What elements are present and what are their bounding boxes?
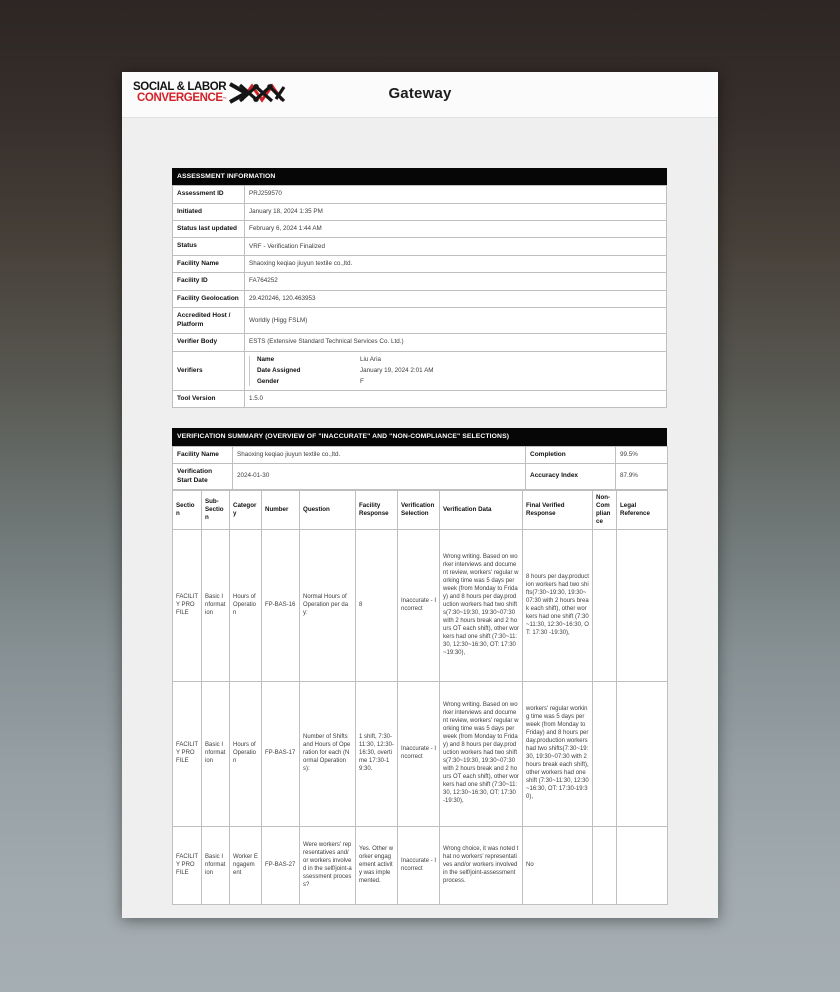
table-row <box>173 446 668 463</box>
table-row <box>173 290 667 307</box>
row-value: 1.5.0 <box>245 391 667 408</box>
row-label: Facility Name <box>173 255 245 272</box>
table-row <box>173 308 667 334</box>
cell-facility-response: 8 <box>356 530 398 682</box>
cell-verification-selection: Inaccurate - Incorrect <box>398 530 440 682</box>
cell-facility-response: Yes. Other worker engagement activity was implemented. <box>356 827 398 905</box>
cell-number: FP-BAS-27 <box>262 827 300 905</box>
verifier-field-label: Name <box>257 355 275 363</box>
cell-legal-reference <box>617 827 668 905</box>
cell-legal-reference <box>617 530 668 682</box>
table-row <box>173 464 668 490</box>
col-non-compliance: Non-Compliance <box>593 490 617 529</box>
row-label: Facility Geolocation <box>173 290 245 307</box>
col-category: Category <box>230 490 262 529</box>
row-label: Status last updated <box>173 221 245 238</box>
row-label: Initiated <box>173 203 245 220</box>
cell-final-verified-response: 8 hours per day.production workers had two shifts(7:30~19:30, 19:30~07:30 with 2 hours break each shift), other workers had one shift (7:30~11:30, 12:30~16:30, OT: 17:30 -19:30), <box>523 530 593 682</box>
page-title: Gateway <box>388 85 452 102</box>
verifier-field-value: January 19, 2024 2:01 AM <box>360 366 434 374</box>
cell-verification-selection: Inaccurate - Incorrect <box>398 827 440 905</box>
cell-verification-data: Wrong writing. Based on worker interviews and document review, workers' regular working time was 5 days per week (from Monday to Friday) and 8 hours per day.production workers had two shifts(7:30~19:30, 19:30~07:30 with 2 hours break and 2 hours OT each shift), other workers had one shift (7:30~11:30, 12:30~16:30, OT: 17:30 -19:30), <box>440 682 523 827</box>
cell-sub-section: Basic Information <box>202 827 230 905</box>
assessment-information-header: ASSESSMENT INFORMATION <box>172 168 667 185</box>
completion-label: Completion <box>526 446 616 463</box>
assessment-information-table <box>172 185 667 408</box>
cell-final-verified-response: No <box>523 827 593 905</box>
cell-number: FP-BAS-17 <box>262 682 300 827</box>
table-row <box>173 334 667 351</box>
cell-category: Hours of Operation <box>230 530 262 682</box>
cell-verification-selection: Inaccurate - Incorrect <box>398 682 440 827</box>
row-value: February 6, 2024 1:44 AM <box>245 221 667 238</box>
cell-category: Worker Engagement <box>230 827 262 905</box>
cell-facility-response: 1 shift, 7:30-11:30, 12:30-16:30, overtime 17:30-19:30. <box>356 682 398 827</box>
start-date-label: Verification Start Date <box>173 464 233 490</box>
row-label: Verifiers <box>173 351 245 391</box>
table-row <box>173 530 668 682</box>
table-row-verifiers <box>173 351 667 391</box>
verifier-field-label: Gender <box>257 377 280 385</box>
cell-section: FACILITY PROFILE <box>173 682 202 827</box>
cell-section: FACILITY PROFILE <box>173 530 202 682</box>
cell-number: FP-BAS-16 <box>262 530 300 682</box>
cell-non-compliance <box>593 827 617 905</box>
table-row <box>173 255 667 272</box>
col-legal-reference: Legal Reference <box>617 490 668 529</box>
trademark-symbol: ™ <box>222 96 227 101</box>
cell-non-compliance <box>593 682 617 827</box>
row-value <box>245 351 667 391</box>
page-header <box>122 72 718 118</box>
row-value: ESTS (Extensive Standard Technical Services Co. Ltd.) <box>245 334 667 351</box>
col-final-verified-response: Final Verified Response <box>523 490 593 529</box>
row-value: 29.420246, 120.463953 <box>245 290 667 307</box>
row-value: PRJ259570 <box>245 186 667 203</box>
cell-section: FACILITY PROFILE <box>173 827 202 905</box>
row-value: FA764252 <box>245 273 667 290</box>
logo-text-convergence-word: CONVERGENCE <box>137 92 223 104</box>
start-date-value: 2024-01-30 <box>233 464 526 490</box>
accuracy-index-label: Accuracy Index <box>526 464 616 490</box>
table-row <box>173 186 667 203</box>
facility-name-label: Facility Name <box>173 446 233 463</box>
table-row <box>173 238 667 255</box>
assessment-information-section <box>172 168 718 408</box>
facility-name-value: Shaoxing keqiao jiuyun textile co.,ltd. <box>233 446 526 463</box>
col-question: Question <box>300 490 356 529</box>
col-verification-data: Verification Data <box>440 490 523 529</box>
row-label: Verifier Body <box>173 334 245 351</box>
verification-summary-section <box>172 428 718 905</box>
col-sub-section: Sub-Section <box>202 490 230 529</box>
table-header-row <box>173 490 668 529</box>
verifier-field-value: Liu Aria <box>360 355 382 363</box>
logo-text-social-labor: SOCIAL & LABOR <box>133 81 227 93</box>
document-page <box>122 72 718 918</box>
cell-question: Number of Shifts and Hours of Operation for each (Normal Operations): <box>300 682 356 827</box>
cell-question: Were workers' representatives and/or workers involved in the self/joint-assessment process? <box>300 827 356 905</box>
verification-summary-info-table <box>172 446 668 490</box>
verifier-details <box>249 356 662 387</box>
cell-category: Hours of Operation <box>230 682 262 827</box>
row-value: Shaoxing keqiao jiuyun textile co.,ltd. <box>245 255 667 272</box>
col-section: Section <box>173 490 202 529</box>
row-label: Assessment ID <box>173 186 245 203</box>
cell-final-verified-response: workers' regular working time was 5 days per week (from Monday to Friday) and 8 hours per day.production workers had two shifts(7:30~19:30, 19:30~07:30 with 2 hours break each shift), other workers had one shift (7:30~11:30, 12:30~16:30, OT: 17:30-19:30), <box>523 682 593 827</box>
cell-sub-section: Basic Information <box>202 530 230 682</box>
table-row <box>173 391 667 408</box>
cell-non-compliance <box>593 530 617 682</box>
cell-verification-data: Wrong choice, it was noted that no workers' representatives and/or workers involved in the self/joint-assessment process. <box>440 827 523 905</box>
verification-summary-table <box>172 490 668 905</box>
cell-legal-reference <box>617 682 668 827</box>
verification-summary-header: VERIFICATION SUMMARY (OVERVIEW OF "INACCURATE" AND "NON-COMPLIANCE" SELECTIONS) <box>172 428 667 445</box>
cell-sub-section: Basic Information <box>202 682 230 827</box>
col-verification-selection: Verification Selection <box>398 490 440 529</box>
row-value: VRF - Verification Finalized <box>245 238 667 255</box>
table-row <box>173 203 667 220</box>
row-value: Worldly (Higg FSLM) <box>245 308 667 334</box>
row-label: Tool Version <box>173 391 245 408</box>
row-label: Accredited Host / Platform <box>173 308 245 334</box>
verifier-field-label: Date Assigned <box>257 366 301 374</box>
verifier-field-value: F <box>360 377 364 385</box>
page-content <box>122 118 718 905</box>
accuracy-index-value: 87.9% <box>616 464 668 490</box>
completion-value: 99.5% <box>616 446 668 463</box>
table-row <box>173 827 668 905</box>
table-row <box>173 273 667 290</box>
cell-verification-data: Wrong writing. Based on worker interviews and document review, workers' regular working time was 5 days per week (from Monday to Friday) and 8 hours per day.production workers had two shifts(7:30~19:30, 19:30~07:30 with 2 hours break and 2 hours OT each shift), other workers had one shift (7:30~11:30, 12:30~16:30, OT: 17:30 ~19:30), <box>440 530 523 682</box>
row-value: January 18, 2024 1:35 PM <box>245 203 667 220</box>
cell-question: Normal Hours of Operation per day: <box>300 530 356 682</box>
col-facility-response: Facility Response <box>356 490 398 529</box>
table-row <box>173 221 667 238</box>
row-label: Facility ID <box>173 273 245 290</box>
row-label: Status <box>173 238 245 255</box>
table-row <box>173 682 668 827</box>
col-number: Number <box>262 490 300 529</box>
